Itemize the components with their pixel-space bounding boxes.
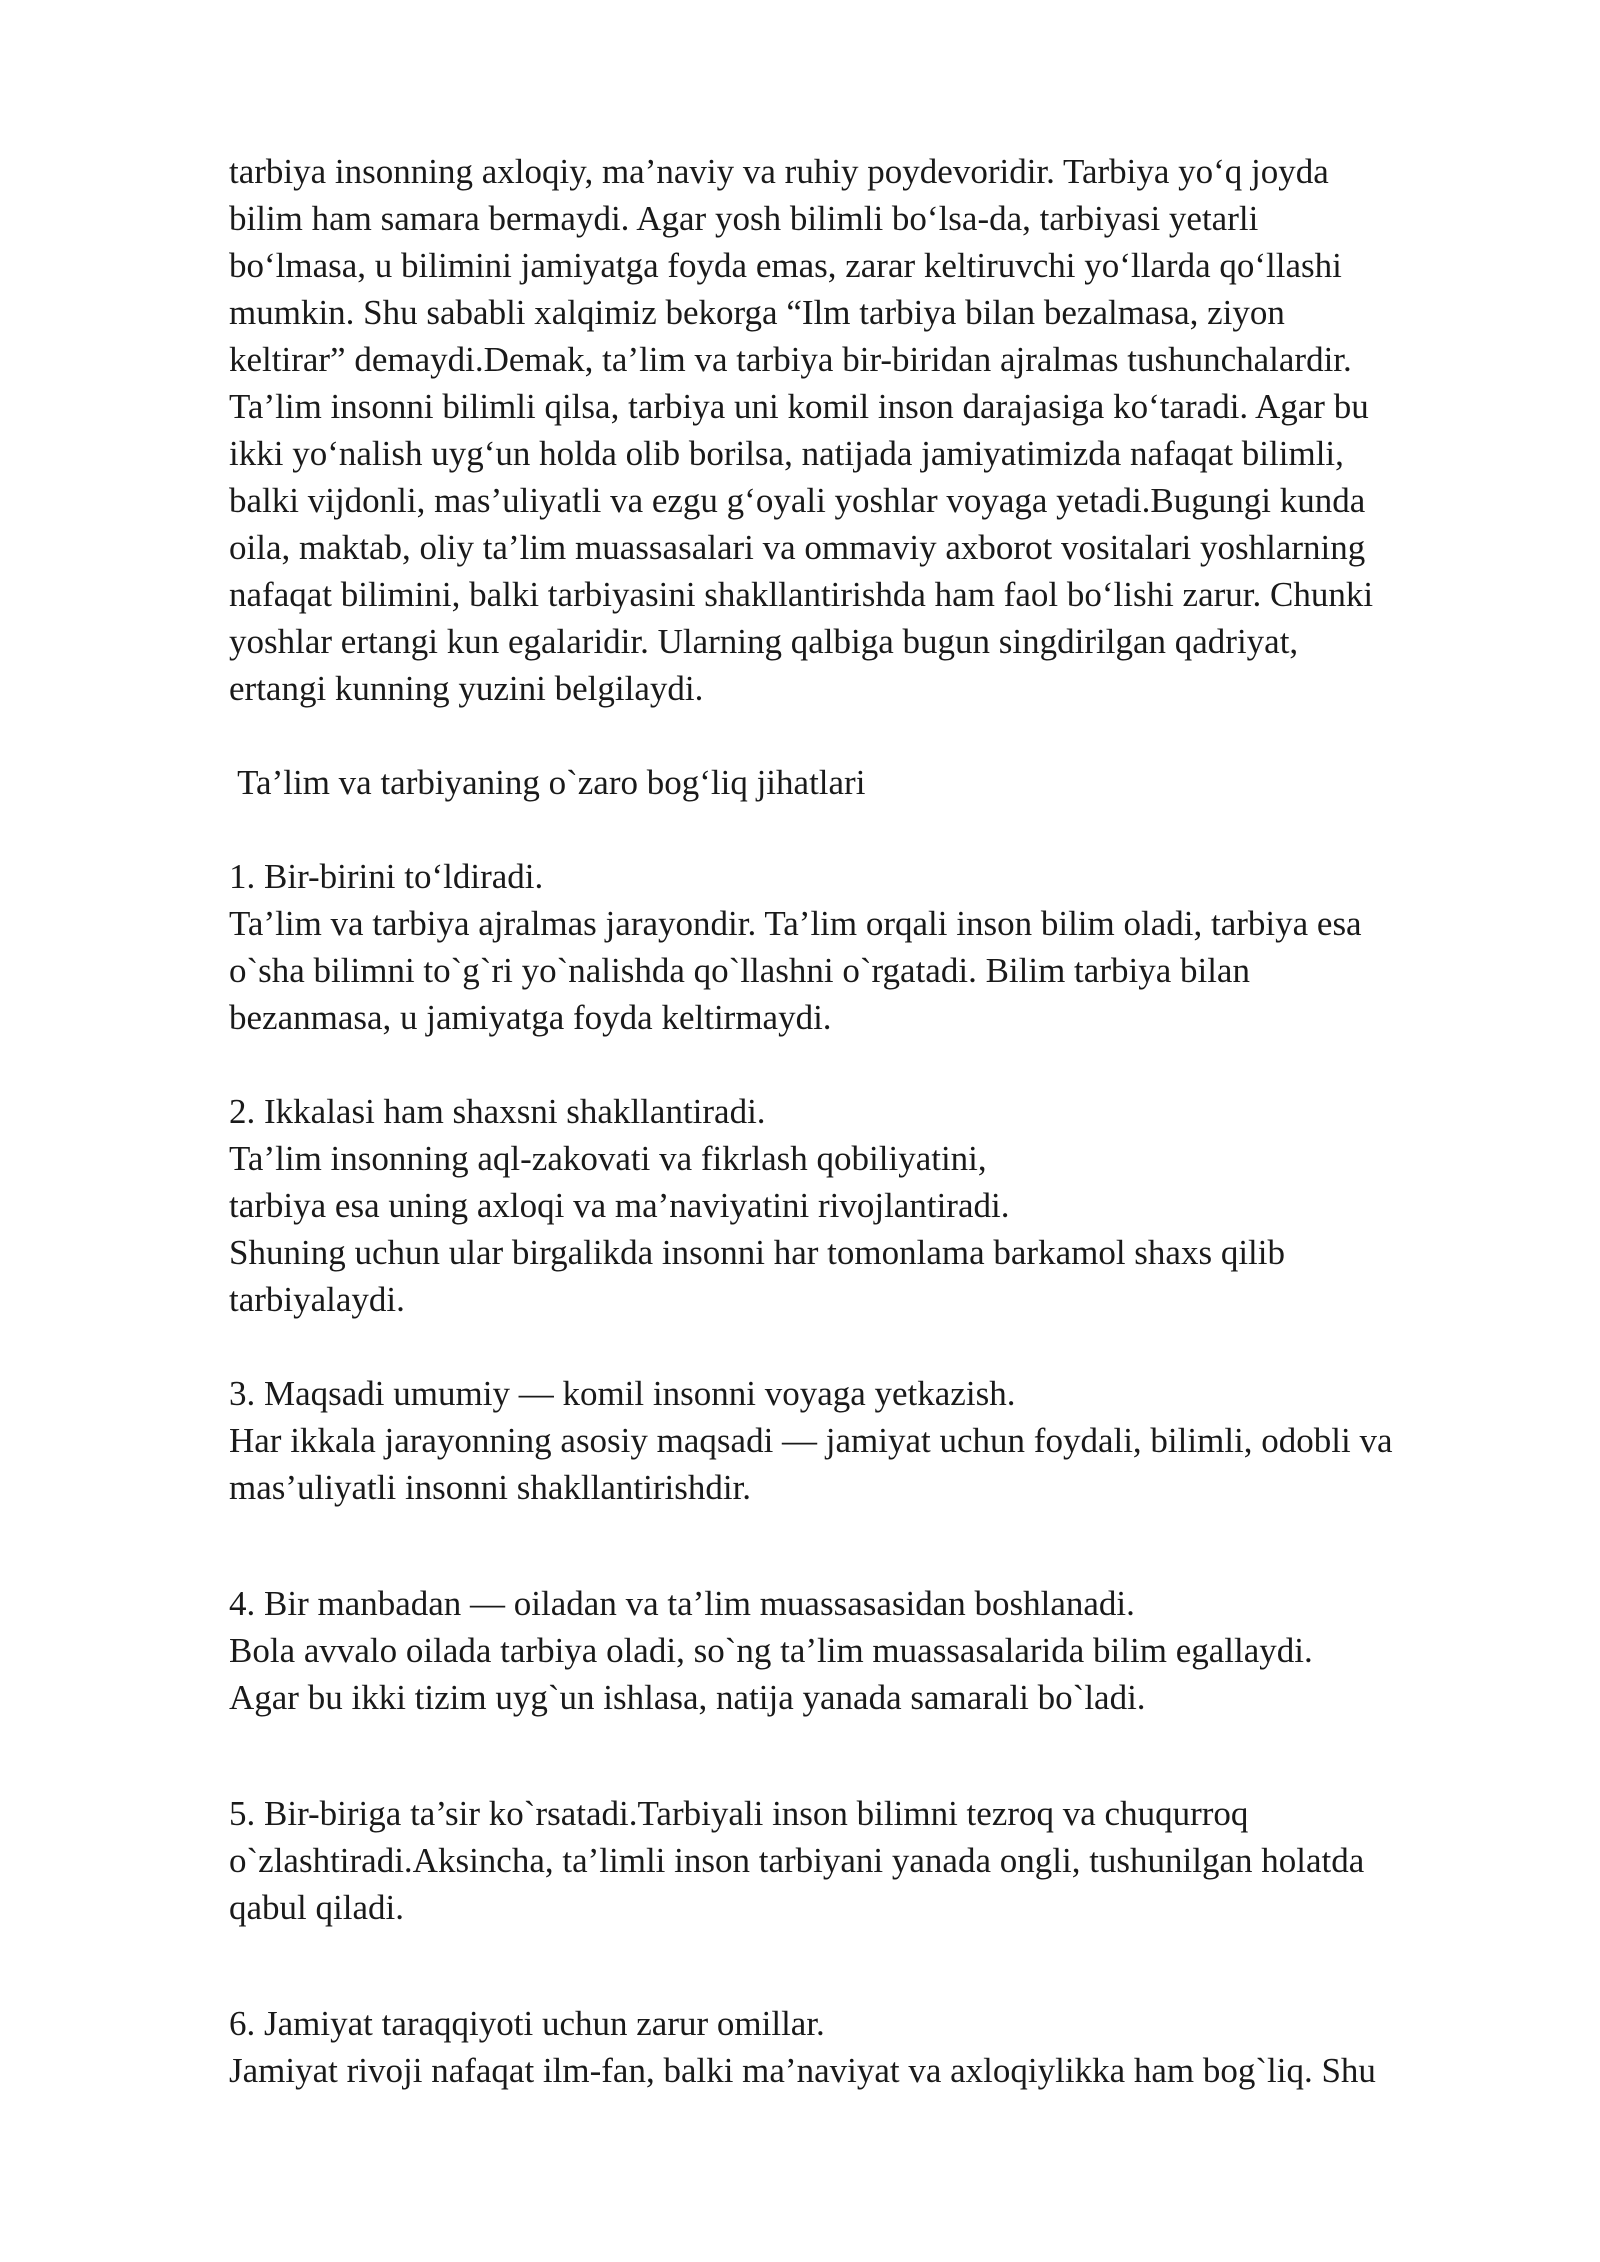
point-1 bbox=[229, 853, 1529, 1041]
paragraph-line: tarbiya insonning axloqiy, ma’naviy va ruhiy poydevoridir. Tarbiya yo‘q joyda bbox=[229, 152, 1329, 191]
point-title: 3. Maqsadi umumiy — komil insonni voyaga yetkazish. bbox=[229, 1374, 1016, 1413]
point-line: Bola avvalo oilada tarbiya oladi, so`ng ta’lim muassasalarida bilim egallaydi. bbox=[229, 1631, 1313, 1670]
blank-line bbox=[229, 1511, 1529, 1580]
point-6 bbox=[229, 2000, 1529, 2094]
point-line: Jamiyat rivoji nafaqat ilm-fan, balki ma’naviyat va axloqiylikka ham bog`liq. Shu bbox=[229, 2051, 1376, 2090]
paragraph-line: ertangi kunning yuzini belgilaydi. bbox=[229, 669, 704, 708]
point-line: Har ikkala jarayonning asosiy maqsadi — jamiyat uchun foydali, bilimli, odobli va bbox=[229, 1421, 1393, 1460]
document-body bbox=[229, 148, 1529, 2094]
point-title: 6. Jamiyat taraqqiyoti uchun zarur omillar. bbox=[229, 2004, 825, 2043]
point-line: Agar bu ikki tizim uyg`un ishlasa, natija yanada samarali bo`ladi. bbox=[229, 1678, 1146, 1717]
blank-line bbox=[229, 1323, 1529, 1370]
blank-line bbox=[229, 1931, 1529, 2000]
point-line: bezanmasa, u jamiyatga foyda keltirmaydi. bbox=[229, 998, 832, 1037]
blank-line bbox=[229, 1721, 1529, 1790]
point-5 bbox=[229, 1790, 1529, 1931]
blank-line bbox=[229, 806, 1529, 853]
point-line: mas’uliyatli insonni shakllantirishdir. bbox=[229, 1468, 752, 1507]
point-4 bbox=[229, 1580, 1529, 1721]
blank-line bbox=[229, 1041, 1529, 1088]
paragraph-line: yoshlar ertangi kun egalaridir. Ularning qalbiga bugun singdirilgan qadriyat, bbox=[229, 622, 1299, 661]
point-title: 4. Bir manbadan — oiladan va ta’lim muassasasidan boshlanadi. bbox=[229, 1584, 1135, 1623]
point-line: qabul qiladi. bbox=[229, 1888, 404, 1927]
point-2 bbox=[229, 1088, 1529, 1323]
point-line: o`zlashtiradi.Aksincha, ta’limli inson tarbiyani yanada ongli, tushunilgan holatda bbox=[229, 1841, 1365, 1880]
point-line: Shuning uchun ular birgalikda insonni har tomonlama barkamol shaxs qilib bbox=[229, 1233, 1285, 1272]
paragraph-line: oila, maktab, oliy ta’lim muassasalari va ommaviy axborot vositalari yoshlarning bbox=[229, 528, 1366, 567]
point-line: o`sha bilimni to`g`ri yo`nalishda qo`llashni o`rgatadi. Bilim tarbiya bilan bbox=[229, 951, 1250, 990]
blank-line bbox=[229, 712, 1529, 759]
point-3 bbox=[229, 1370, 1529, 1511]
paragraph-line: nafaqat bilimini, balki tarbiyasini shakllantirishda ham faol bo‘lishi zarur. Chunki bbox=[229, 575, 1374, 614]
point-line: tarbiya esa uning axloqi va ma’naviyatini rivojlantiradi. bbox=[229, 1186, 1010, 1225]
paragraph-line: balki vijdonli, mas’uliyatli va ezgu g‘oyali yoshlar voyaga yetadi.Bugungi kunda bbox=[229, 481, 1366, 520]
section-heading: Ta’lim va tarbiyaning o`zaro bog‘liq jihatlari bbox=[229, 763, 866, 802]
point-line: Ta’lim insonning aql-zakovati va fikrlash qobiliyatini, bbox=[229, 1139, 987, 1178]
point-line: 5. Bir-biriga ta’sir ko`rsatadi.Tarbiyali inson bilimni tezroq va chuqurroq bbox=[229, 1794, 1249, 1833]
intro-paragraph bbox=[229, 148, 1529, 712]
paragraph-line: Ta’lim insonni bilimli qilsa, tarbiya uni komil inson darajasiga ko‘taradi. Agar bu bbox=[229, 387, 1369, 426]
point-line: tarbiyalaydi. bbox=[229, 1280, 405, 1319]
point-title: 2. Ikkalasi ham shaxsni shakllantiradi. bbox=[229, 1092, 766, 1131]
point-line: Ta’lim va tarbiya ajralmas jarayondir. Ta’lim orqali inson bilim oladi, tarbiya esa bbox=[229, 904, 1362, 943]
paragraph-line: bo‘lmasa, u bilimini jamiyatga foyda emas, zarar keltiruvchi yo‘llarda qo‘llashi bbox=[229, 246, 1342, 285]
paragraph-line: keltirar” demaydi.Demak, ta’lim va tarbiya bir-biridan ajralmas tushunchalardir. bbox=[229, 340, 1352, 379]
paragraph-line: ikki yo‘nalish uyg‘un holda olib borilsa, natijada jamiyatimizda nafaqat bilimli, bbox=[229, 434, 1344, 473]
paragraph-line: bilim ham samara bermaydi. Agar yosh bilimli bo‘lsa-da, tarbiyasi yetarli bbox=[229, 199, 1259, 238]
point-title: 1. Bir-birini to‘ldiradi. bbox=[229, 857, 544, 896]
paragraph-line: mumkin. Shu sababli xalqimiz bekorga “Ilm tarbiya bilan bezalmasa, ziyon bbox=[229, 293, 1285, 332]
